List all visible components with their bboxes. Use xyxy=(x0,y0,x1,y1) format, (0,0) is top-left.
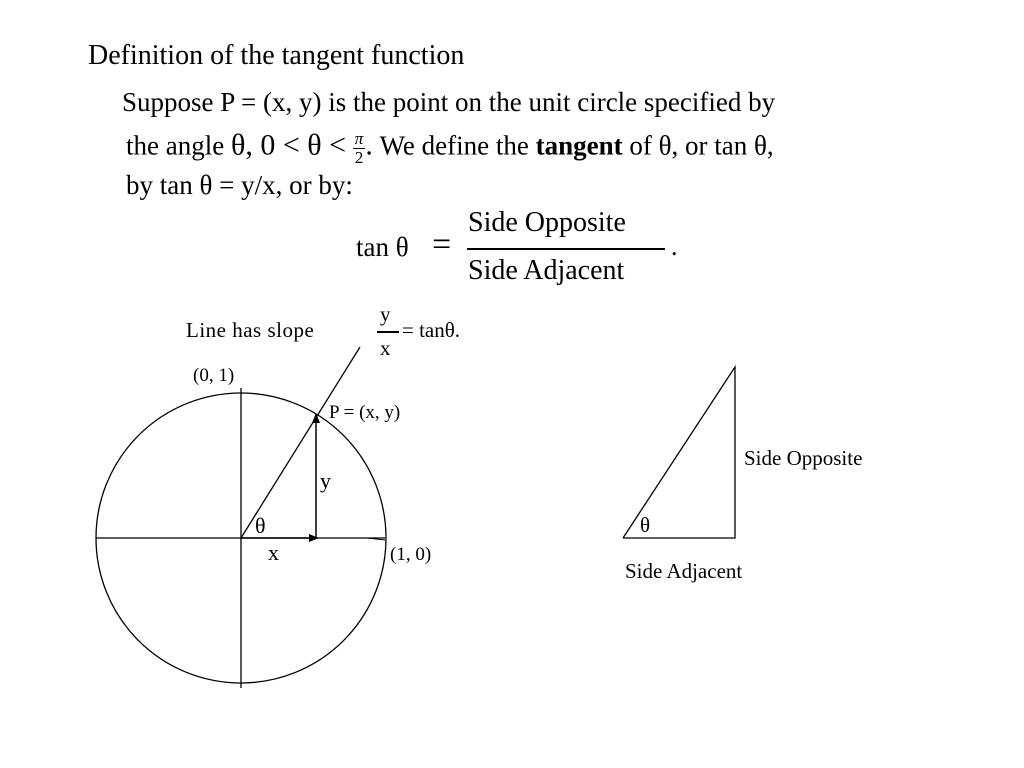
line2-mid: We define the xyxy=(372,130,536,161)
label-x: x xyxy=(268,540,279,565)
slide-title: Definition of the tangent function xyxy=(88,40,465,71)
bold-tangent-word: tangent xyxy=(535,130,623,161)
line2-suffix: of θ, or tan θ, xyxy=(622,130,774,161)
slope-caption: Line has slope xyxy=(186,318,315,342)
pi-denominator: 2 xyxy=(354,148,364,167)
paragraph-line-1: Suppose P = (x, y) is the point on the unit circle specified by xyxy=(122,87,776,117)
slope-numerator: y xyxy=(380,302,391,326)
formula-period: . xyxy=(671,232,678,261)
label-side-adjacent: Side Adjacent xyxy=(625,559,743,583)
slope-denominator: x xyxy=(380,336,391,360)
label-y: y xyxy=(320,468,331,493)
formula-denominator: Side Adjacent xyxy=(468,255,625,286)
label-side-opposite: Side Opposite xyxy=(744,446,863,470)
formula-lhs: tan θ xyxy=(356,232,409,262)
slope-rhs: = tanθ. xyxy=(402,318,461,342)
label-0-1: (0, 1) xyxy=(193,365,235,386)
line2-prefix: the angle xyxy=(126,130,231,161)
label-point-p: P = (x, y) xyxy=(329,402,401,423)
pi-numerator: π xyxy=(354,129,364,148)
formula-numerator: Side Opposite xyxy=(468,207,626,238)
label-theta-triangle: θ xyxy=(640,513,651,537)
formula-equals: = xyxy=(432,226,452,263)
label-1-0: (1, 0) xyxy=(390,544,432,565)
terminal-ray xyxy=(241,347,360,538)
paragraph-line-3: by tan θ = y/x, or by: xyxy=(126,170,353,200)
period: . xyxy=(365,128,373,162)
label-theta-circle: θ xyxy=(255,513,266,538)
angle-condition: θ, 0 < θ < xyxy=(230,128,347,162)
